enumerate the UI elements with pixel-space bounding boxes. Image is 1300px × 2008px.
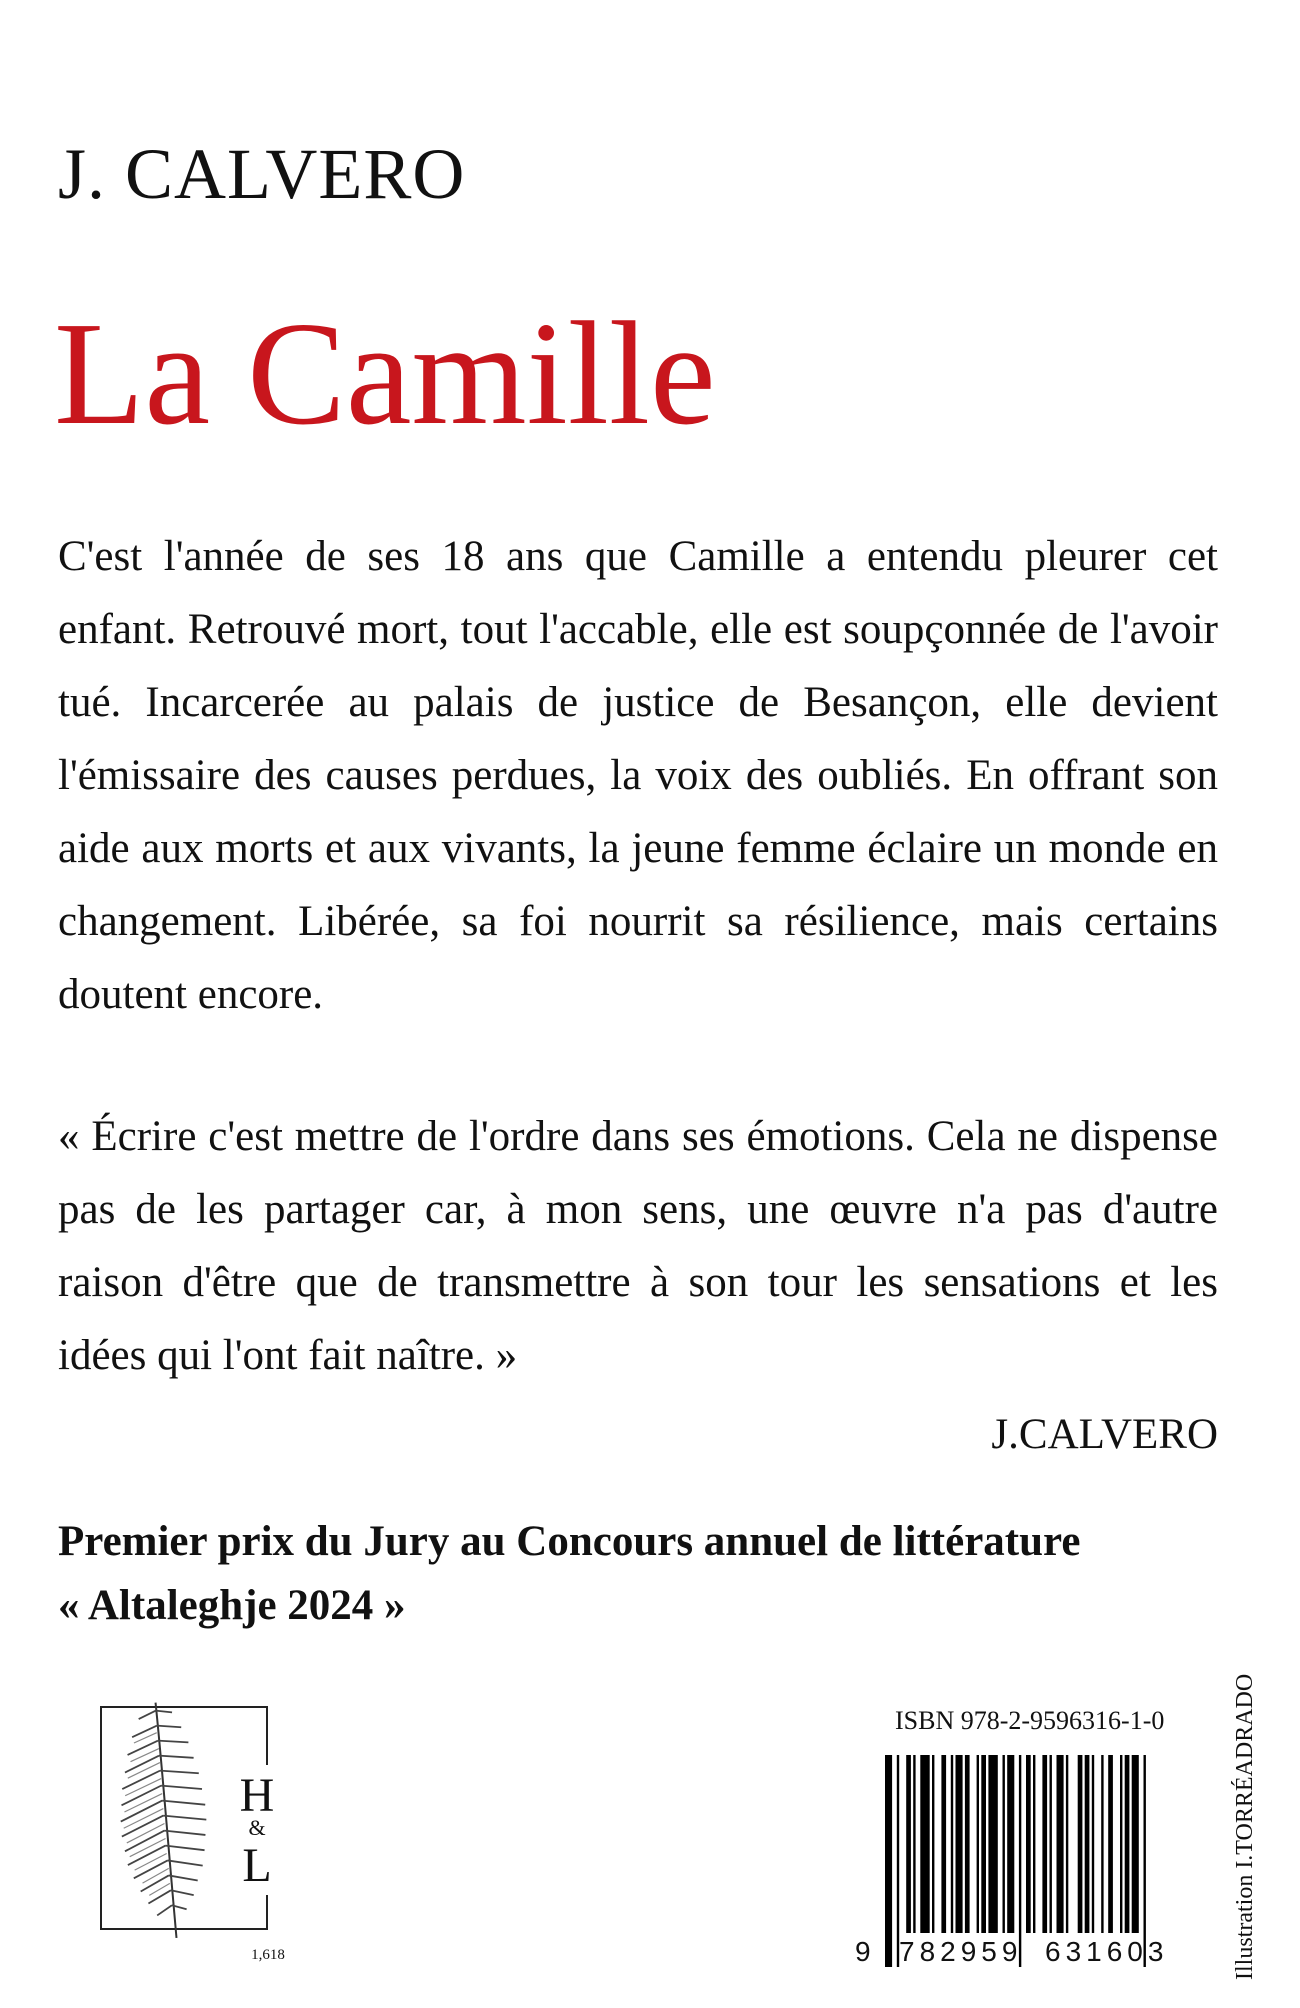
barcode-bar <box>1101 1755 1103 1933</box>
barcode-bar <box>977 1755 979 1933</box>
feather-icon <box>104 1698 223 1944</box>
publisher-logo <box>98 1695 310 1975</box>
barcode-digits <box>855 1934 1195 1970</box>
quote-signature: J.CALVERO <box>991 1411 1218 1458</box>
barcode-bar <box>932 1755 934 1933</box>
barcode-bar <box>956 1755 963 1933</box>
award-line-1: Premier prix du Jury au Concours annuel de littérature <box>58 1518 1081 1565</box>
barcode-bar <box>1085 1755 1090 1933</box>
synopsis-text: C'est l'année de ses 18 ans que Camille a entendu pleurer cet enfant. Retrouvé mort, tout l'accable, elle est soupçonnée de l'avoir tué. Incarcerée au palais de justice de Besançon, elle devient l'émissaire des causes perdues, la voix des oubliés. En offrant son aide aux morts et aux vivants, la jeune femme éclaire un monde en changement. Libérée, sa foi nourrit sa résilience, mais certains doutent encore. <box>58 533 1218 1018</box>
barcode-bar <box>988 1755 997 1933</box>
logo-number: 1,618 <box>251 1947 285 1963</box>
logo-letter-h: H <box>239 1769 275 1822</box>
barcode-bar <box>1092 1755 1094 1933</box>
barcode-bar <box>1108 1755 1113 1933</box>
isbn-label: ISBN 978-2-9596316-1-0 <box>895 1706 1165 1735</box>
barcode-bar <box>1003 1755 1005 1933</box>
barcode-bar <box>1132 1755 1139 1933</box>
illustration-credit: Illustration I.TORRÉADRADO <box>1232 1673 1258 1980</box>
barcode-bar <box>913 1755 915 1933</box>
barcode-bar <box>1007 1755 1014 1933</box>
barcode-bar <box>1066 1755 1068 1933</box>
barcode-bar <box>965 1755 970 1933</box>
award-line-2: « Altaleghje 2024 » <box>58 1582 406 1629</box>
barcode-bar <box>1057 1755 1064 1933</box>
barcode-digit-first: 9 <box>855 1936 871 1967</box>
barcode-bar <box>1120 1755 1122 1933</box>
barcode-bar <box>951 1755 953 1933</box>
barcode-digit-group-2: 631603 <box>1045 1936 1169 1967</box>
barcode-bar <box>941 1755 946 1933</box>
barcode-bar <box>981 1755 986 1933</box>
author-name: J. CALVERO <box>58 134 466 214</box>
barcode-bar <box>1026 1755 1031 1933</box>
barcode-bar <box>906 1755 911 1933</box>
author-quote: « Écrire c'est mettre de l'ordre dans ses émotions. Cela ne dispense pas de les partager car, à mon sens, une œuvre n'a pas d'autre raison d'être que de transmettre à son tour les sensations et les idées qui l'ont fait naître. » <box>58 1113 1218 1379</box>
award-text <box>58 1510 1218 1638</box>
barcode-bar <box>1042 1755 1047 1933</box>
barcode-bar <box>1033 1755 1035 1933</box>
barcode-bar <box>920 1755 929 1933</box>
logo-letter-l: L <box>242 1839 272 1892</box>
barcode-digit-group-1: 782959 <box>899 1936 1023 1967</box>
barcode-bar <box>1125 1755 1130 1933</box>
logo-ampersand: & <box>248 1815 266 1840</box>
barcode-bar <box>1050 1755 1052 1933</box>
barcode-bar <box>1078 1755 1083 1933</box>
book-title: La Camille <box>54 292 716 456</box>
